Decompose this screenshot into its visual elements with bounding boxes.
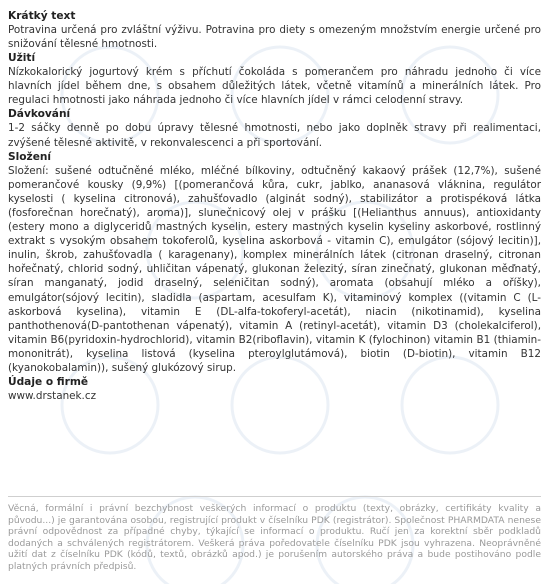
section-dosage xyxy=(8,107,541,149)
section-company xyxy=(8,375,541,403)
heading-short-text: Krátký text xyxy=(8,10,76,22)
dosage-body: 1-2 sáčky denně po dobu úpravy tělesné hmotnosti, nebo jako doplněk stravy při realimentaci, zvýšené tělesné aktivitě, v rekonvalescenci a při sportování. xyxy=(8,122,541,149)
short-text-body: Potravina určená pro zvláštní výživu. Potravina pro diety s omezeným množstvím energie určené pro snižování tělesné hmotnosti. xyxy=(8,24,541,51)
legal-disclaimer: Věcná, formální i právní bezchybnost veškerých informací o produktu (texty, obrázky, certifikáty kvality a původu...) je garantována osobou, registrující produkt v číselníku PDK (registrátor). Společnost PHARMDATA nenese právní odpovědnost za případné chyby, týkající se informací o produktu. Ručí jen za korektní sběr podkladů dodaných a schválených registrátorem. Veškerá práva poředovatele číselníku PDK jsou vyhrazena. Neoprávněné užití dat z číselníku PDK (kódů, textů, obrázků apod.) je porušením autorského práva a bude postihováno podle platných právních předpisů. xyxy=(8,496,541,573)
heading-dosage: Dávkování xyxy=(8,108,71,121)
composition-body: Složení: sušené odtučněné mléko, mléčné bílkoviny, odtučněný kakaový prášek (12,7%), sušené pomerančové kousky (9,9%) [(pomerančová kůra, cukr, jablko, ananasová vláknina, regulátor kyselosti ( kyselina citronová), zahušťovadlo (alginát sodný), stabilizátor a protispéková látka (fosforečnan horečnatý), aroma)], slunečnicový olej v prášku [(Helianthus annuus), antioxidanty (estery mono a diglyceridů mastných kyselin, estery mastných kyselin kyseliny askorbové, rostlinný extrakt s vysokým obsahem tokoferolů, kyselina askorbová - vitamin C), emulgátor (sójový lecitin)], inulin, škrob, zahušťovadla ( karagenany), komplex minerálních látek (citronan draselný, citronan hořečnatý, chlorid sodný, uhličitan vápenatý, glukonan železitý, síran zinečnatý, glukonan měďnatý, síran manganatý, jodid draselný, seleničitan sodný), aromata (obsahují mléko a oříšky), emulgátor(sójový lecitin), sladidla (aspartam, acesulfam K), vitaminový komplex ((vitamin C (L-askorbová kyselina), vitamin E (DL-alfa-tokoferyl-acetát), niacin (nikotinamid), kyselina panthothenová(D-pantothenan vápenatý), vitamin A (retinyl-acetát), vitamin D3 (cholekalciferol), vitamin B6(pyridoxin-hydrochlorid), vitamin B2(riboflavin), vitamin K (fylochinon) vitamin B1 (thiamin-mononitrát), kyselina listová (kyselina pteroylglutámová), biotin (D-biotin), vitamin B12 (kyanokobalamin)), sušený glukózový sirup. xyxy=(8,164,541,374)
heading-composition: Složení xyxy=(8,150,52,163)
section-short-text xyxy=(8,9,541,51)
usage-body: Nízkokalorický jogurtový krém s příchutí čokoláda s pomerančem pro náhradu jednoho či více hlavních jídel během dne, s obsahem důležitých látek, včetně vitamínů a minerálních látek. Pro regulaci hmotnosti jako náhrada jednoho či více hlavních jídel v rámci celodenní stravy. xyxy=(8,66,541,107)
company-website: www.drstanek.cz xyxy=(8,390,97,403)
section-usage xyxy=(8,51,541,107)
product-info xyxy=(8,9,541,403)
heading-usage: Užití xyxy=(8,52,36,65)
section-composition xyxy=(8,150,541,375)
heading-company: Údaje o firmě xyxy=(8,376,89,389)
